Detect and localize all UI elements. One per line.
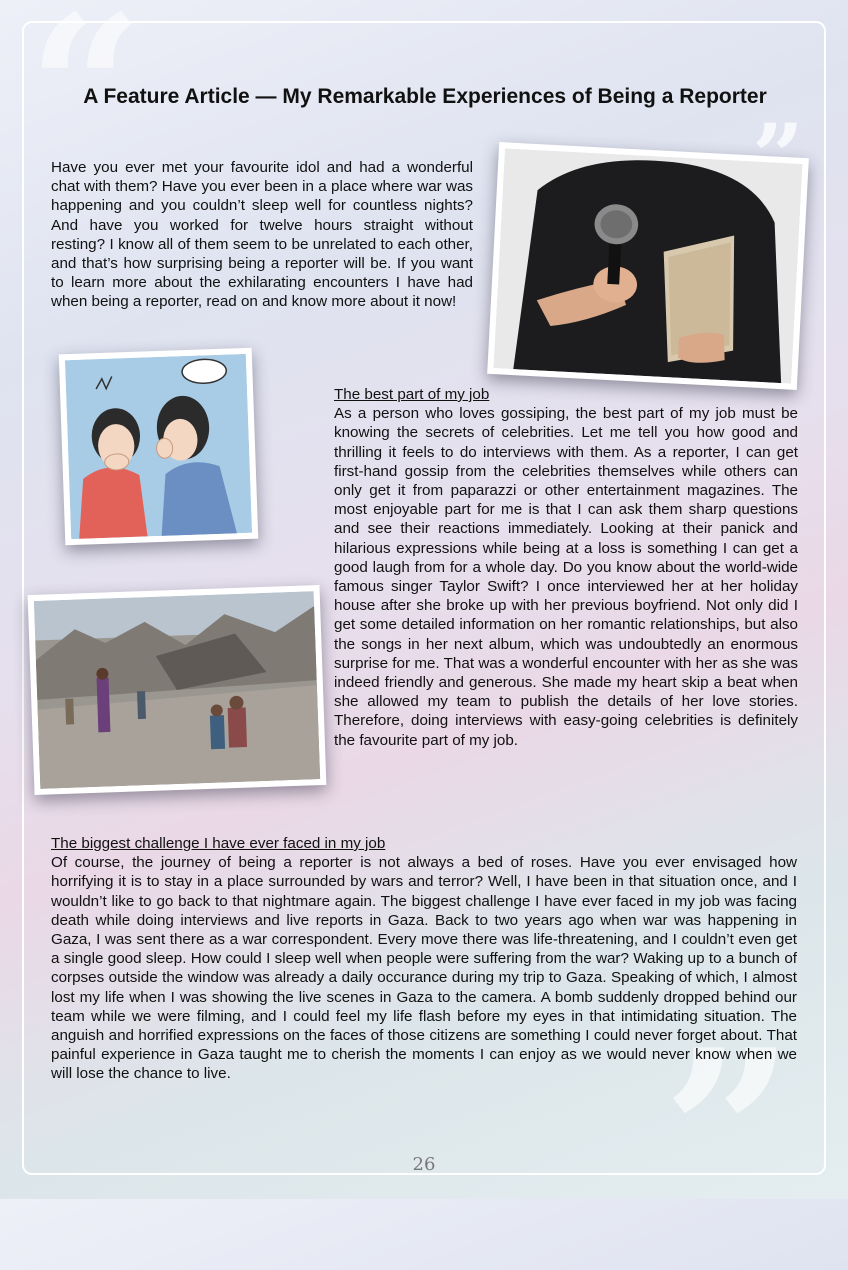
section-best-part [334, 385, 798, 750]
section-biggest-challenge [51, 834, 797, 1084]
quote-open-icon: “ [28, 0, 144, 207]
gossip-illustration [59, 348, 259, 546]
intro-paragraph: Have you ever met your favourite idol and had a wonderful chat with them? Have you ever been in a place where war was happening and you couldn’t sleep well for countless nights? And have you worked for twelve hours straight without resting? I know all of them seem to be unrelated to each other, and that’s how surprising being a reporter will be. If you want to learn more about the exhilarating encounters I have had when being a reporter, read on and know more about it now! [51, 159, 473, 311]
gaza-ruins-photo [28, 585, 327, 795]
section-biggest-challenge-body: Of course, the journey of being a reporter is not always a bed of roses. Have you ever envisaged how horrifying it is to stay in a place surrounded by wars and terror? Well, I have been in that situation once, and I wouldn’t like to go back to that nightmare again. The biggest challenge I have ever faced in my job was facing death while doing interviews and live reports in Gaza. Back to two years ago when war was happening in Gaza, I was sent there as a war correspondent. Every move there was life-threatening, and I couldn’t even get a single good sleep. How could I sleep well when people were suffering from the war? Waking up to a bunch of corpses outside the window was already a daily occurance during my trip to Gaza. Speaking of which, I almost lost my life when I was showing the live scenes in Gaza to the camera. A bomb suddenly dropped behind our team while we were filming, and I could feel my life flash before my eyes in that intimidating situation. The anguish and horrified expressions on the faces of those citizens are something I could never forget about. That painful experience in Gaza taught me to cherish the moments I can enjoy as we would never know when we will lose the chance to live. [51, 854, 797, 1083]
page-number: 26 [412, 1154, 436, 1175]
section-biggest-challenge-heading: The biggest challenge I have ever faced in my job [51, 835, 386, 852]
reporter-microphone-photo [487, 142, 809, 390]
section-best-part-body: As a person who loves gossiping, the best part of my job must be knowing the secrets of celebrities. Let me tell you how good and thrilling it feels to do interviews with them. As a reporter, I can get first-hand gossip from the celebrities themselves while others can only get it from paparazzi or other entertainment magazines. The most enjoyable part for me is that I can ask them sharp questions and see their reactions immediately. Looking at their panick and hilarious expressions while being at a loss is something I can get a good laugh from for a whole day. Do you know about the world-wide famous singer Taylor Swift? I once interviewed her at her holiday house after she broke up with her previous boyfriend. Not only did I get some detailed information on her romantic relationships, but also the songs in her next album, which was undoubtedly an enormous surprise for me. That was a wonderful encounter with her as she was indeed friendly and generous. She made my heart skip a beat when she allowed my team to publish the details of her love stories. Therefore, doing interviews with easy-going celebrities is definitely the favourite part of my job. [334, 405, 798, 749]
quote-close-large-icon: ” [662, 1000, 795, 1270]
article-title: A Feature Article — My Remarkable Experiences of Being a Reporter [83, 85, 767, 108]
section-best-part-heading: The best part of my job [334, 386, 490, 403]
